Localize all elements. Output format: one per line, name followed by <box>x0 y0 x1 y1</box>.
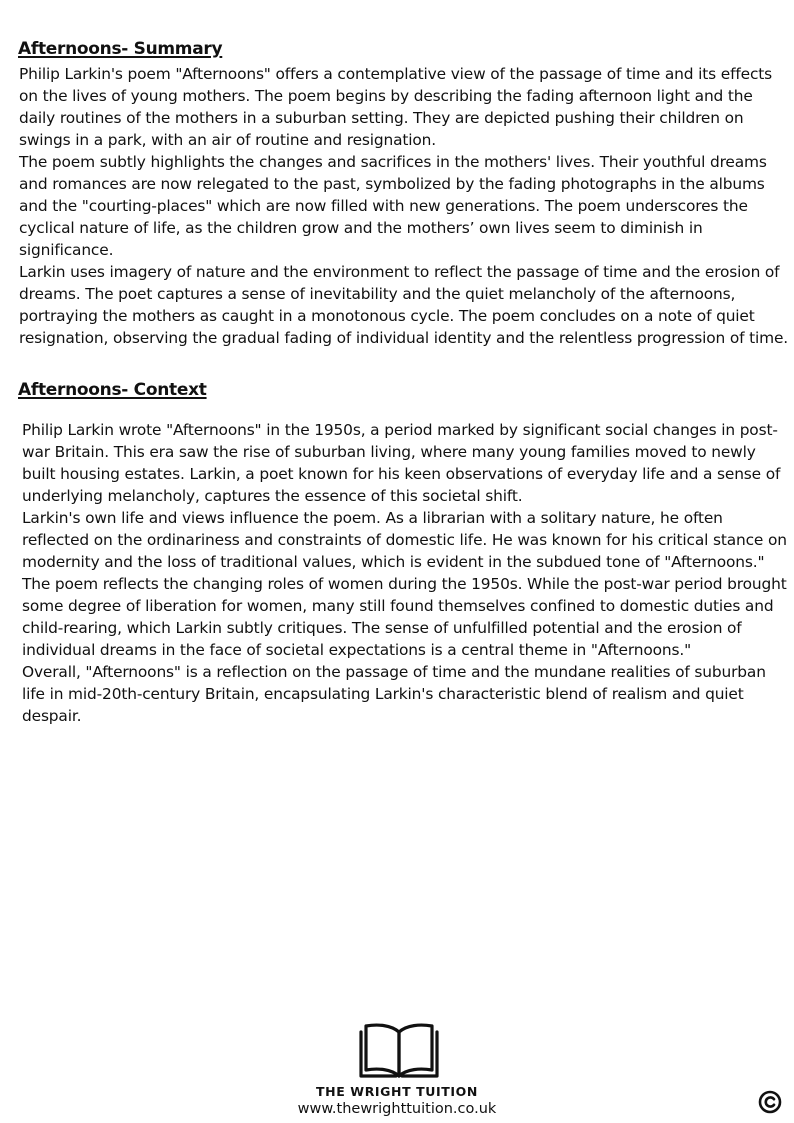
context-section <box>22 419 792 727</box>
summary-paragraph-3: Larkin uses imagery of nature and the environment to reflect the passage of time and the erosion of dreams. The poet captures a sense of inevitability and the quiet melancholy of the afternoons, portraying the mothers as caught in a monotonous cycle. The poem concludes on a note of quiet resignation, observing the gradual fading of individual identity and the relentless progression of time. <box>19 263 789 347</box>
brand-name: THE WRIGHT TUITION <box>316 1084 478 1099</box>
context-paragraph-3: The poem reflects the changing roles of women during the 1950s. While the post-war period brought some degree of liberation for women, many still found themselves confined to domestic duties and child-rearing, which Larkin subtly critiques. The sense of unfulfilled potential and the erosion of individual dreams in the face of societal expectations is a central theme in "Afternoons." <box>22 575 787 659</box>
summary-paragraph-1: Philip Larkin's poem "Afternoons" offers a contemplative view of the passage of time and its effects on the lives of young mothers. The poem begins by describing the fading afternoon light and the daily routines of the mothers in a suburban setting. They are depicted pushing their children on swings in a park, with an air of routine and resignation. <box>19 65 773 149</box>
copyright-icon <box>758 1090 782 1114</box>
summary-heading: Afternoons- Summary <box>18 39 223 59</box>
summary-paragraph-2: The poem subtly highlights the changes and sacrifices in the mothers' lives. Their youthful dreams and romances are now relegated to the past, symbolized by the fading photographs in the albums and the "courting-places" which are now filled with new generations. The poem underscores the cyclical nature of life, as the children grow and the mothers’ own lives seem to diminish in significance. <box>19 153 767 259</box>
summary-section <box>19 63 789 349</box>
context-paragraph-4: Overall, "Afternoons" is a reflection on the passage of time and the mundane realities of suburban life in mid-20th-century Britain, encapsulating Larkin's characteristic blend of realism and quiet despair. <box>22 663 766 725</box>
context-paragraph-2: Larkin's own life and views influence the poem. As a librarian with a solitary nature, he often reflected on the ordinariness and constraints of domestic life. He was known for his critical stance on modernity and the loss of traditional values, which is evident in the subdued tone of "Afternoons." <box>22 509 787 571</box>
context-paragraph-1: Philip Larkin wrote "Afternoons" in the 1950s, a period marked by significant social changes in post-war Britain. This era saw the rise of suburban living, where many young families moved to newly built housing estates. Larkin, a poet known for his keen observations of everyday life and a sense of underlying melancholy, captures the essence of this societal shift. <box>22 421 781 505</box>
context-heading: Afternoons- Context <box>18 380 207 400</box>
open-book-icon <box>358 1020 440 1080</box>
brand-url[interactable]: www.thewrighttuition.co.uk <box>297 1101 497 1117</box>
